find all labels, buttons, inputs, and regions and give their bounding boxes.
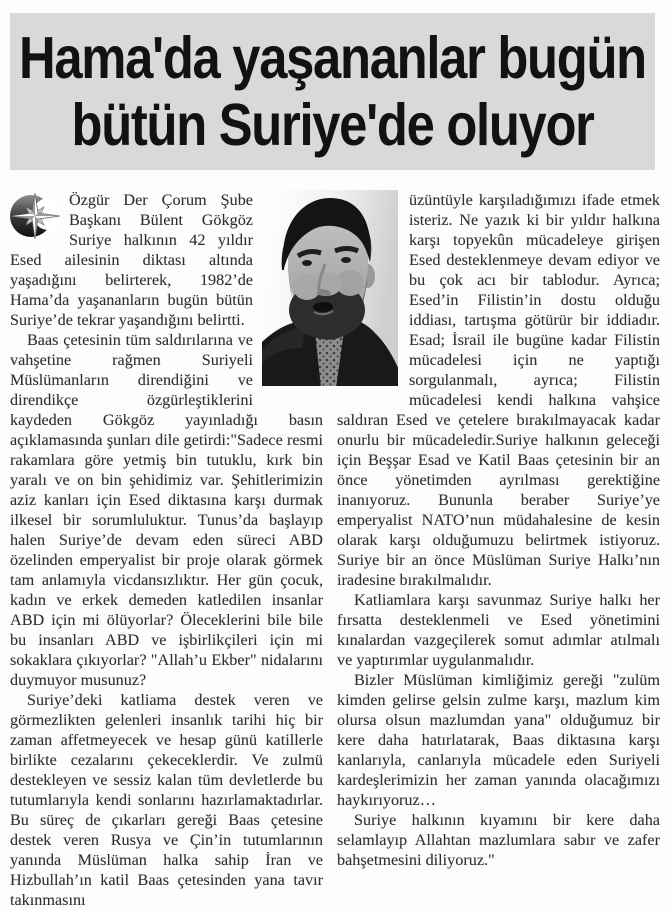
paragraph-right-2: Katliamlara karşı savunmaz Suriye halkı her fırsatta desteklenmeli ve Esed yönetimini kınalardan vazgeçilerek somut adımlar atılmalı ve yaptırımlar uygulanmalıdır. [337,591,660,669]
right-column [337,190,660,870]
headline-line-2: bütün Suriye'de oluyor [71,91,594,158]
paragraph-left-3: Suriye’deki katliama destek veren ve görmezlikten gelenleri insanlık tarihi hiç bir zaman affetmeyecek ve hesap günü katillerle birlikte cezalarını çekeceklerdir. Ve zulmü destekleyen ve sessiz kalan tüm devletlerde bu tutumlarıyla kendi sonlarını hazırlamaktadırlar. Bu süreç de çıkarları gereği Baas çetesine destek veren Rusya ve Çin’in tutumlarının yanında Müslüman halka sahip İran ve Hizbullah’ın katil Baas çetesinden yana tavır takınmasını [10,691,323,909]
paragraph-right-4: Suriye halkının kıyamını bir kere daha selamlayıp Allahtan mazlumlara sabır ve zafer bahşetmesini diliyoruz." [337,811,660,869]
paragraph-left-2: Baas çetesinin tüm saldırılarına ve vahşetine rağmen Suriyeli Müslümanların direndiğini ve direndikçe özgürleştiklerini kaydeden Gökgöz yayınladığı basın açıklamasında şunları dile getirdi:"Sadece resmi rakamlara göre yetmiş bin tutuklu, kırk bin yaralı ve on bin şehidimiz var. Şehitlerimizin aziz kanları için Esed diktasına karşı durmak ilkesel bir sorumluluktur. Tunus’da başlayıp halen Suriye’de devam eden süreci ABD özelinden emperyalist bir proje olarak görmek tam anlamıyla vicdansızlıktır. Her gün çocuk, kadın ve erkek demeden katledilen insanlar ABD için mi ölüyorlar? Öleceklerini bile bile bu insanları ABD ve işbirlikçileri için mi sokaklara çıkıyorlar? "Allah’u Ekber" nidalarını duymuyor musunuz? [10,331,323,689]
paragraph-right-1: üzüntüyle karşıladığımızı ifade etmek isteriz. Ne yazık ki bir yıldır halkına karşı topyekûn mücadeleye girişen Esed desteklenmeye devam ediyor ve bu çok acı bir tablodur. Ayrıca; Esed’in Filistin’in dostu olduğu iddiası, tartışma götürür bir iddiadır. Esad; İsrail ile bugüne kadar Filistin mücadelesi için ne yaptığı sorgulanmalı, ayrıca; Filistin mücadelesi kendi halkına vahşice saldıran Esed ve çetelere bırakılmayacak kadar onurlu bir mücadeledir.Suriye halkının geleceği için Beşşar Esad ve Katil Baas çetesinin bir an önce yönetimden ayrılması gerektiğine inanıyoruz. Bununla beraber Suriye’ye emperyalist NATO’nun müdahalesine de kesin olarak karşı olduğumuzu belirtmek istiyoruz. Suriye bir an önce Müslüman Suriye Halkı’nın iradesine bırakılmalıdır. [337,191,660,589]
paragraph-right-3: Bizler Müslüman kimliğimiz gereği "zulüm kimden gelirse gelsin zulme karşı, mazlum kim olursa olsun mazlumdan yana" olduğumuz bir kere daha hatırlatarak, Baas diktasına karşı kanlarıyla, canlarıyla mücadele eden Suriyeli kardeşlerimizin her zaman yanında olacağımızı haykırıyoruz… [337,671,660,809]
headline-line-1: Hama'da yaşananlar bugün [19,24,646,91]
paragraph-left-1: Özgür Der Çorum Şube Başkanı Bülent Gökgöz Suriye halkının 42 yıldır Esed ailesinin diktası altında yaşadığını belirterek, 1982’de Hama’da yaşananların bugün bütün Suriye’de tekrar yaşandığını belirtti. [10,191,253,329]
headline-box [10,13,655,170]
ozgur-der-logo-icon [10,193,60,239]
portrait-photo [262,190,398,386]
